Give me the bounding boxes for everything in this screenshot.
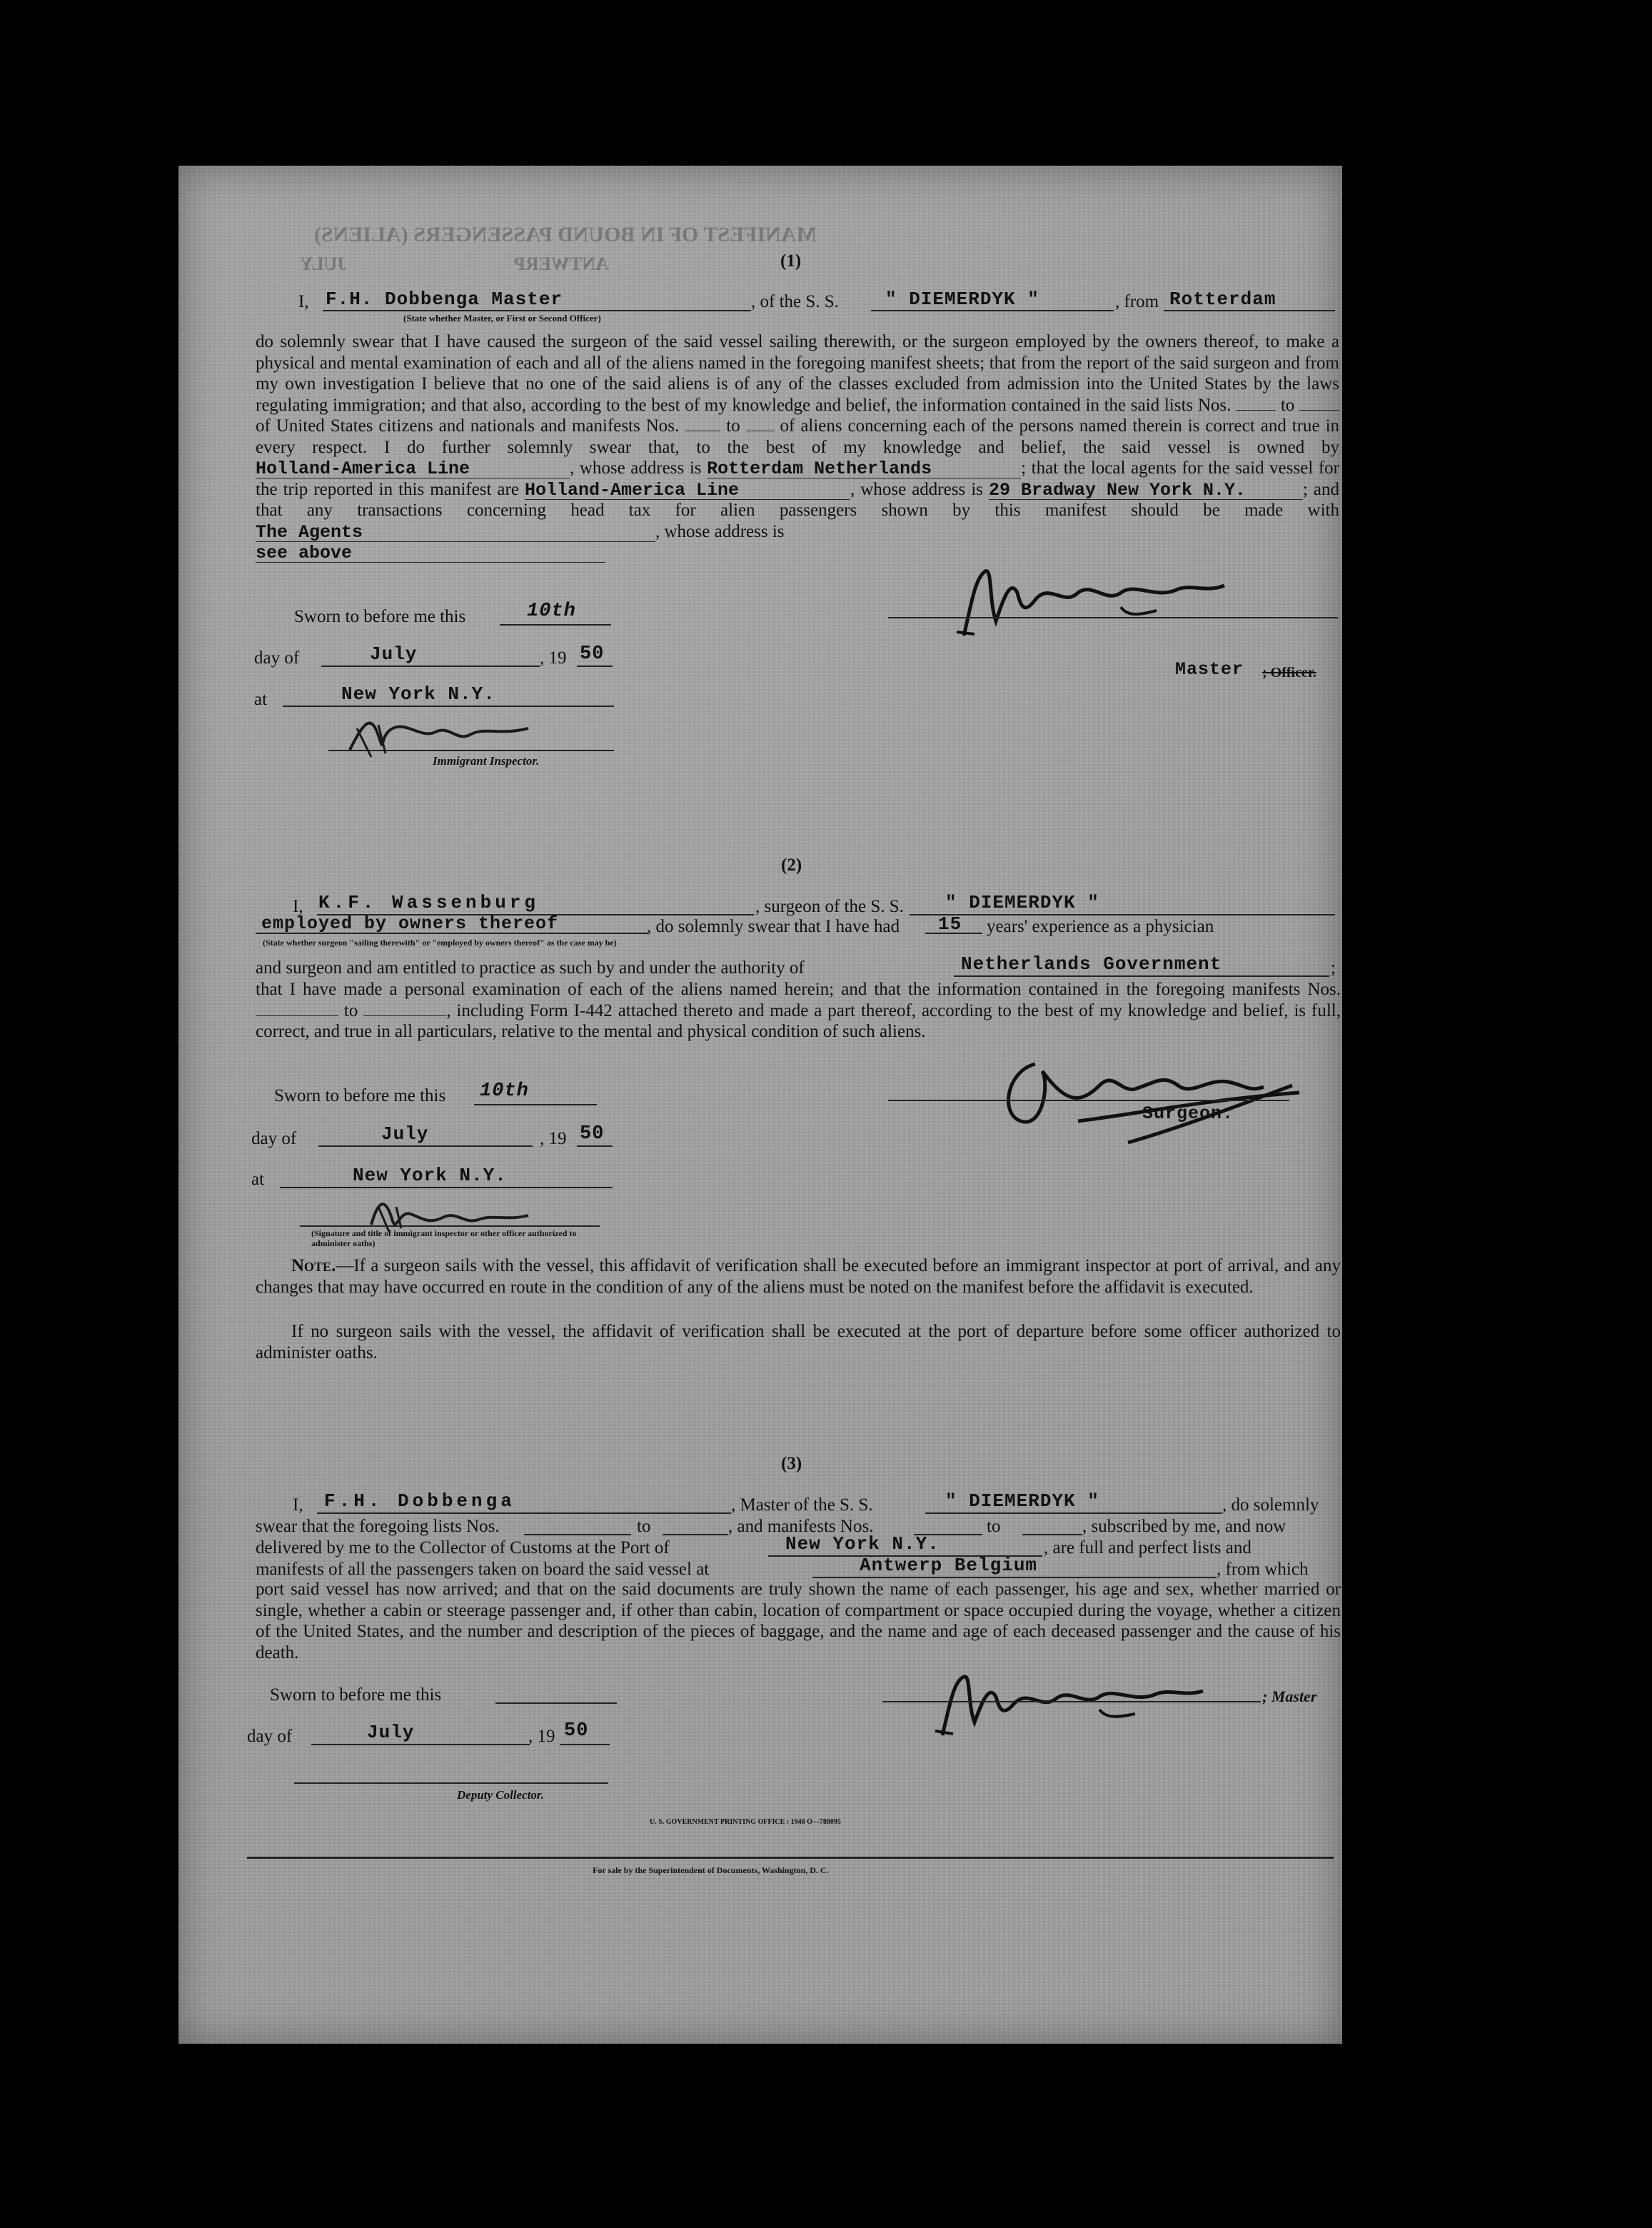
departure-line (812, 1577, 1217, 1578)
vessel-line-3 (925, 1512, 1222, 1514)
section-2-prefix: I, (293, 897, 303, 916)
master-name-field: F.H. Dobbenga Master (326, 288, 563, 310)
surgeon-note-2 (256, 1321, 1341, 1363)
at-label-2: at (251, 1170, 265, 1189)
year-field-2: 50 (580, 1123, 605, 1145)
examination-text-2: , including Form I-442 attached thereto and made a part thereof, according to the best of my knowledge and belief, is full, correct, and true in all particulars, relative to the mental and physical condition of such aliens. (256, 1000, 1341, 1041)
manifests-from-blank (685, 416, 720, 431)
subscribed-label: , subscribed by me, and now (1082, 1517, 1286, 1536)
section-1-paragraph: do solemnly swear that I have caused the surgeon of the said vessel sailing therewith, or the surgeon employed by the owners thereof, to make a physical and mental examination of each and all of the aliens named in the foregoing manifest sheets; that from the report of the said surgeon and from my own investigation I believe that no one of the said aliens is of any of the classes excluded from admission into the United States by the laws regulating immigration; and that also, according to the best of my knowledge and belief, the information contained in the said lists Nos. to of United States citizens and nationals and manifests Nos. to of aliens concerning each of the persons named therein is correct and true in every respect. I do further solemnly swear that, to the best of my knowledge and belief, the said vessel is owned by Holland-America Line , whose address is Rotterdam Netherlands ; that the local agents for the said vessel for the trip reported in this manifest are Holland-America Line , whose address is 29 Bradway New York N.Y. ; and that any transactions concerning head tax for alien passengers shown by this manifest should be made with The Agents , whose address is see above (256, 332, 1340, 563)
collector-caption: Deputy Collector. (457, 1788, 544, 1802)
year-line-3 (560, 1744, 610, 1745)
from-which-label: , from which (1217, 1560, 1309, 1579)
swear-text: , do solemnly swear that I have had (647, 917, 900, 936)
agents-field: Holland-America Line (525, 482, 850, 500)
officer-signature-line (300, 1225, 600, 1227)
month-line-3 (311, 1744, 530, 1745)
place-field-1: New York N.Y. (341, 683, 495, 705)
section-1-number: (1) (780, 251, 802, 271)
sworn-day-line-1 (500, 624, 611, 626)
to-label: to (1280, 395, 1295, 415)
month-field-2: July (381, 1123, 429, 1145)
agents-address-field: 29 Bradway New York N.Y. (989, 482, 1303, 500)
binder-hole (1395, 1418, 1428, 1451)
to-label-2: to (343, 1000, 358, 1020)
to-label: to (726, 416, 740, 436)
year-field-1: 50 (580, 643, 605, 665)
examination-text: that I have made a personal examination of each of the aliens named herein; and that the information contained in the foregoing manifests Nos. (256, 980, 1341, 999)
solemnly-label: , do solemnly (1222, 1495, 1319, 1515)
day-of-label-3: day of (247, 1727, 293, 1746)
bleed-through-port: ANTWERP (514, 254, 609, 274)
binder-slot (1405, 955, 1425, 963)
authority-semicolon: ; (1331, 958, 1336, 978)
for-sale-notice: For sale by the Superintendent of Documents, Washington, D. C. (593, 1865, 829, 1875)
vessel-name-line (871, 310, 1114, 311)
manifests-to-blank-2 (363, 1001, 446, 1016)
at-label-1: at (254, 690, 268, 709)
master-label-3: ; Master (1262, 1687, 1317, 1705)
lists-text-3: swear that the foregoing lists Nos. (256, 1517, 500, 1536)
bleed-through-month: JULY (300, 254, 347, 274)
vessel-line-2 (910, 914, 1335, 915)
officer-caption: (Signature and title of immigrant inspector or other officer authorized to administer oaths) (311, 1228, 577, 1248)
oath-text-1: do solemnly swear that I have caused the surgeon of the said vessel sailing therewith, or the surgeon employed by the owners thereof, to make a physical and mental examination of each and all of the aliens named in the foregoing manifest sheets; that from the report of the said surgeon and from my own investigation I believe that no one of the said aliens is of any of the classes excluded from admission into the United States by the laws regulating immigration; and that also, according to the best of my knowledge and belief, the information contained in the said lists Nos. (256, 332, 1339, 415)
lists-from-line-3 (524, 1534, 631, 1535)
master-name-field-3: F.H. Dobbenga (324, 1490, 515, 1512)
delivered-text: delivered by me to the Collector of Customs at the Port of (256, 1538, 670, 1557)
month-field-1: July (370, 643, 418, 665)
rank-caption: (State whether Master, or First or Second Officer) (403, 313, 601, 323)
surgeon-name-field: K.F. Wassenburg (318, 892, 540, 913)
officer-struck: ; Officer. (1262, 665, 1316, 681)
years-line (925, 933, 982, 934)
agents-text: that the local agents for the said vessel for the trip reported in this manifest are (256, 458, 1340, 499)
surgeon-signature-line (888, 1100, 1289, 1101)
and-manifests-label: , and manifests Nos. (728, 1517, 874, 1536)
sworn-day-1: 10th (527, 601, 576, 622)
full-perfect-label: , are full and perfect lists and (1044, 1538, 1251, 1557)
surgeon-label: Surgeon. (1142, 1103, 1234, 1124)
from-port-line (1164, 310, 1335, 311)
owner-field: Holland-America Line (256, 461, 570, 478)
from-label: , from (1115, 292, 1159, 311)
year-prefix-2: , 19 (540, 1129, 567, 1148)
sworn-label-3: Sworn to before me this (270, 1685, 442, 1705)
binder-hole (1398, 336, 1429, 371)
years-text: years' experience as a physician (987, 917, 1214, 936)
lists-to-blank (1299, 396, 1339, 411)
to-label-3b: to (987, 1517, 1001, 1536)
owner-address-field: Rotterdam Netherlands (707, 461, 1021, 478)
surgeon-of-label: , surgeon of the S. S. (755, 897, 904, 916)
month-line-1 (321, 666, 540, 667)
head-tax-agent-field: The Agents (256, 524, 655, 542)
section-1-prefix: I, (298, 292, 309, 311)
year-field-3: 50 (564, 1720, 589, 1742)
vessel-field-3: " DIEMERDYK " (945, 1490, 1099, 1512)
master-name-line-3 (317, 1512, 731, 1514)
year-prefix-3: , 19 (528, 1727, 555, 1746)
lists-to-line-3 (663, 1534, 728, 1535)
note-text: —If a surgeon sails with the vessel, this affidavit of verification shall be executed before an immigrant inspector at port of arrival, and any changes that may have occurred en route in the condition of any of the aliens must be noted on the manifest before the affidavit is executed. (256, 1256, 1341, 1297)
month-line-2 (318, 1145, 533, 1147)
year-prefix-1: , 19 (540, 648, 567, 668)
authority-line (954, 975, 1329, 977)
to-label-3a: to (637, 1517, 651, 1536)
binder-hole (1396, 1531, 1426, 1562)
binder-hole (1396, 1974, 1429, 2007)
section-3-paragraph (256, 1579, 1341, 1663)
sworn-day-line-2 (474, 1104, 597, 1105)
of-ss-label: , of the S. S. (751, 292, 839, 311)
master-signature (942, 550, 1242, 650)
year-line-1 (577, 666, 613, 667)
surgeon-note (256, 1255, 1341, 1298)
taken-aboard-text: manifests of all the passengers taken on board the said vessel at (256, 1560, 710, 1579)
agents-address-label: whose address is (860, 479, 983, 499)
master-label: Master (1175, 659, 1244, 680)
binder-hole (1392, 1087, 1425, 1120)
sworn-day-2: 10th (480, 1080, 529, 1102)
master-of-label: , Master of the S. S. (731, 1495, 873, 1515)
oath-text-2: of United States citizens and nationals and manifests Nos. (256, 416, 680, 436)
note-label: Note. (291, 1256, 336, 1275)
day-of-label-1: day of (254, 648, 300, 668)
place-field-2: New York N.Y. (353, 1165, 507, 1186)
employment-line (256, 933, 648, 934)
sworn-label-1: Sworn to before me this (294, 607, 466, 626)
employment-field: employed by owners thereof (261, 913, 559, 934)
authority-field: Netherlands Government (961, 953, 1222, 975)
inspector-signature (336, 707, 550, 764)
manifests-to-blank (746, 416, 775, 431)
employment-caption: (State whether surgeon "sailing therewith" or "employed by owners thereof" as the case may be) (263, 938, 617, 948)
inspector-caption: Immigrant Inspector. (433, 754, 540, 768)
sworn-day-line-3 (495, 1702, 617, 1704)
master-signature-3 (921, 1657, 1221, 1750)
from-port-field: Rotterdam (1169, 288, 1276, 310)
master-name-line (323, 310, 751, 311)
section-2-paragraph (256, 979, 1341, 1043)
whose-address-label: , whose address is (570, 458, 702, 478)
section-3-prefix: I, (293, 1495, 303, 1515)
port-field-3: New York N.Y. (785, 1533, 940, 1555)
lists-from-blank (1236, 396, 1276, 411)
section-3-number: (3) (781, 1454, 802, 1473)
binder-hole (1392, 786, 1425, 818)
section-2-number: (2) (781, 855, 802, 875)
binder-hole (1395, 219, 1428, 251)
authority-text: and surgeon and am entitled to practice as such by and under the authority of (256, 958, 805, 978)
departure-field: Antwerp Belgium (860, 1555, 1038, 1576)
oath-text-3: of aliens concerning each of the persons named therein is correct and true in every respect. I do further solemnly swear that, to the best of my knowledge and belief, the said vessel is owned by (256, 416, 1340, 457)
day-of-label-2: day of (251, 1129, 297, 1148)
vessel-name-field: " DIEMERDYK " (885, 288, 1039, 310)
sworn-label-2: Sworn to before me this (274, 1086, 446, 1105)
bleed-through-title: MANIFEST OF IN BOUND PASSENGERS (ALIENS) (314, 223, 817, 246)
collector-signature-line (294, 1782, 608, 1784)
head-tax-text: ; and that any transactions concerning head tax for alien passengers shown by this manifest should be made with (256, 479, 1340, 520)
head-tax-address-label: , whose address is (655, 521, 785, 541)
master-signature-line (888, 617, 1338, 618)
passenger-list-text: port said vessel has now arrived; and that on the said documents are truly shown the name of each passenger, his age and sex, whether married or single, whether a cabin or steerage passenger and, if other than cabin, location of compartment or space occupied during the voyage, whether a citizen of the United States, and the number and description of the pieces of baggage, and the name and age of each deceased passenger and the cause of his death. (256, 1580, 1341, 1662)
printing-office-imprint: U. S. GOVERNMENT PRINTING OFFICE : 1948 O—788095 (650, 1818, 841, 1826)
binder-slot (1414, 1263, 1429, 1270)
years-field: 15 (938, 913, 962, 935)
footer-rule (247, 1857, 1334, 1859)
binder-hole (1394, 667, 1426, 700)
year-line-2 (577, 1145, 613, 1147)
master-signature-line-3 (882, 1701, 1261, 1702)
note-text-2: If no surgeon sails with the vessel, the affidavit of verification shall be executed at the port of departure before some officer authorized to administer oaths. (256, 1322, 1341, 1363)
manifests-from-blank-2 (256, 1001, 338, 1016)
head-tax-address-field: see above (256, 545, 605, 563)
vessel-field-2: " DIEMERDYK " (945, 892, 1099, 913)
manifests-to-line-3 (1022, 1534, 1082, 1535)
month-field-3: July (367, 1722, 415, 1743)
binder-hole (1399, 1830, 1431, 1861)
